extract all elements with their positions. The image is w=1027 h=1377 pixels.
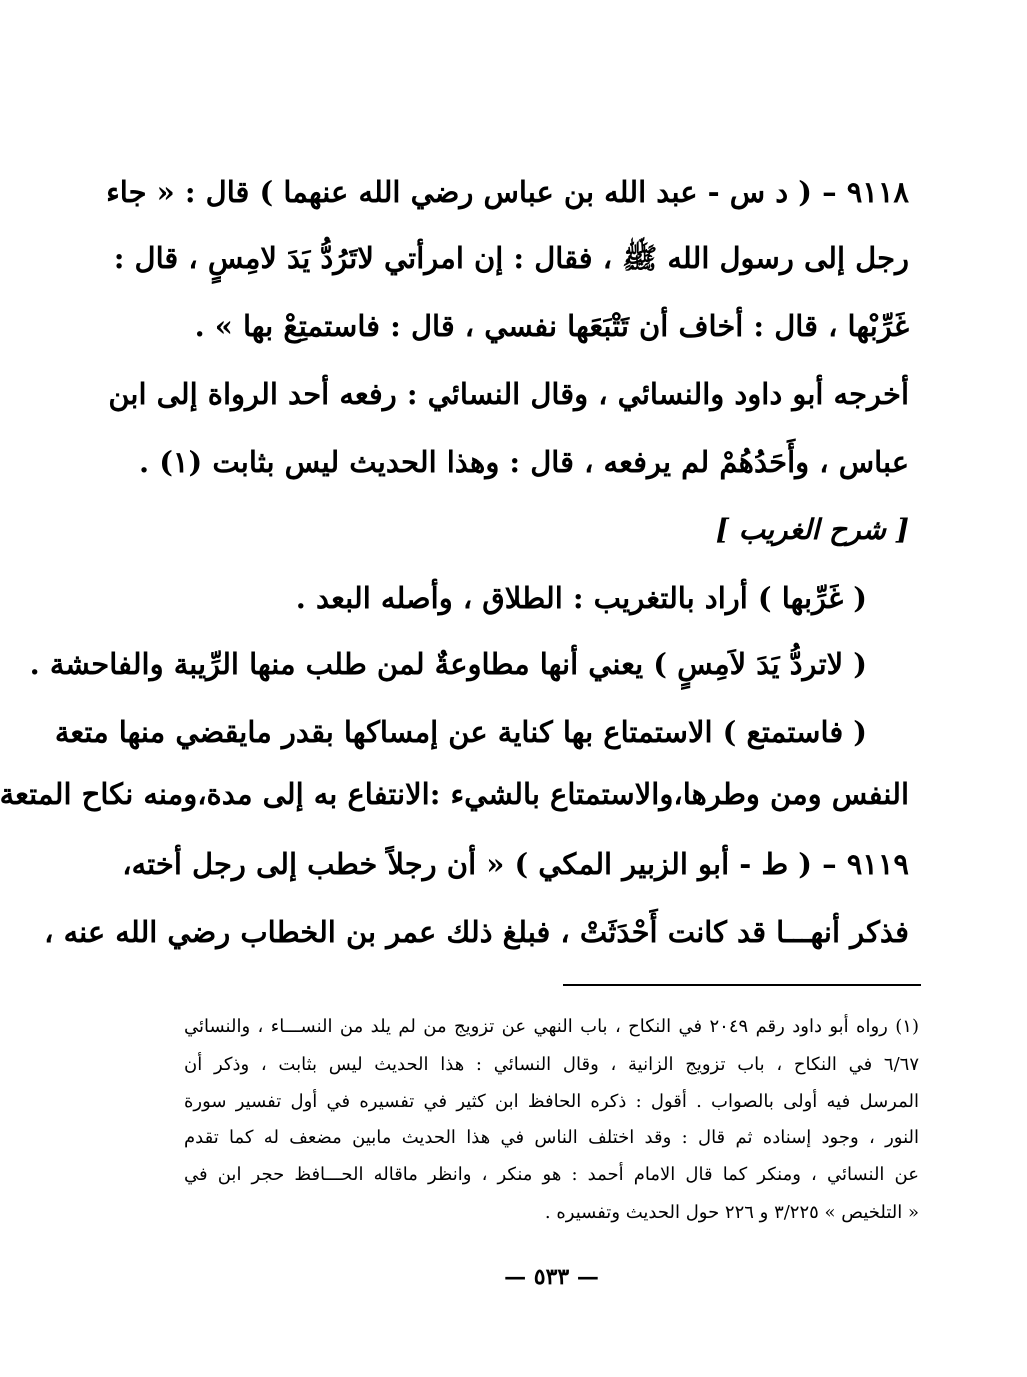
section-heading: [ شرح الغريب ] <box>715 513 909 546</box>
footnote-line-6: « التلخيص » ٣/٢٢٥ و ٢٢٦ حول الحديث وتفسيره . <box>544 1202 919 1223</box>
page-number: — ٥٣٣ — <box>504 1264 599 1290</box>
footnote-line-3: المرسل فيه أولى بالصواب . أقول : ذكره الحافظ ابن كثير في تفسيره في أول تفسير سورة <box>184 1091 919 1112</box>
gharib-line-1: ( غَرِّبها ) أراد بالتغريب : الطلاق ، وأصله البعد . <box>295 581 867 615</box>
hadith-9118-line-2: رجل إلى رسول الله ﷺ ، فقال : إن امرأتي لاتَرُدُّ يَدَ لامِسٍ ، قال : <box>113 241 909 275</box>
takhrij-line-1: أخرجه أبو داود والنسائي ، وقال النسائي : رفعه أحد الرواة إلى ابن <box>108 377 909 411</box>
hadith-9118-line-1: ٩١١٨ – ( د س - عبد الله بن عباس رضي الله عنهما ) قال : « جاء <box>106 175 909 209</box>
gharib-line-4: النفس ومن وطرها،والاستمتاع بالشيء :الانتفاع به إلى مدة،ومنه نكاح المتعة <box>0 777 909 811</box>
takhrij-line-2: عباس ، وأَحَدُهُمْ لم يرفعه ، قال : وهذا الحديث ليس بثابت (١) . <box>139 445 909 479</box>
hadith-9119-line-2: فذكر أنهـــا قد كانت أَحْدَثَتْ ، فبلغ ذلك عمر بن الخطاب رضي الله عنه ، <box>44 915 909 949</box>
footnote-line-5: عن النسائي ، ومنكر كما قال الامام أحمد : هو منكر ، وانظر ماقاله الحـــافظ حجر ابن في <box>184 1164 919 1185</box>
hadith-9118-line-3: غَرِّبْها ، قال : أخاف أن تَتْبَعَها نفسي ، قال : فاستمتِعْ بها » . <box>194 309 909 343</box>
gharib-line-2: ( لاتردُّ يَدَ لاَمِسٍ ) يعني أنها مطاوعةٌ لمن طلب منها الرِّيبة والفاحشة . <box>29 647 867 681</box>
gharib-line-3: ( فاستمتع ) الاستمتاع بها كناية عن إمساكها بقدر مايقضي منها متعة <box>54 715 867 749</box>
footnote-line-1: (١) رواه أبو داود رقم ٢٠٤٩ في النكاح ، باب النهي عن تزويج من لم يلد من النســـاء ، والنسائي <box>184 1016 919 1037</box>
footnote-line-4: النور ، وجود إسناده ثم قال : وقد اختلف الناس في هذا الحديث مابين مضعف له كما تقدم <box>184 1127 919 1148</box>
footnote-line-2: ٦/٦٧ في النكاح ، باب تزويج الزانية ، وقال النسائي : هذا الحديث ليس بثابت ، وذكر أن <box>184 1054 919 1075</box>
hadith-9119-line-1: ٩١١٩ – ( ط - أبو الزبير المكي ) « أن رجلاً خطب إلى رجل أخته، <box>122 847 909 881</box>
footnote-separator <box>563 984 921 986</box>
